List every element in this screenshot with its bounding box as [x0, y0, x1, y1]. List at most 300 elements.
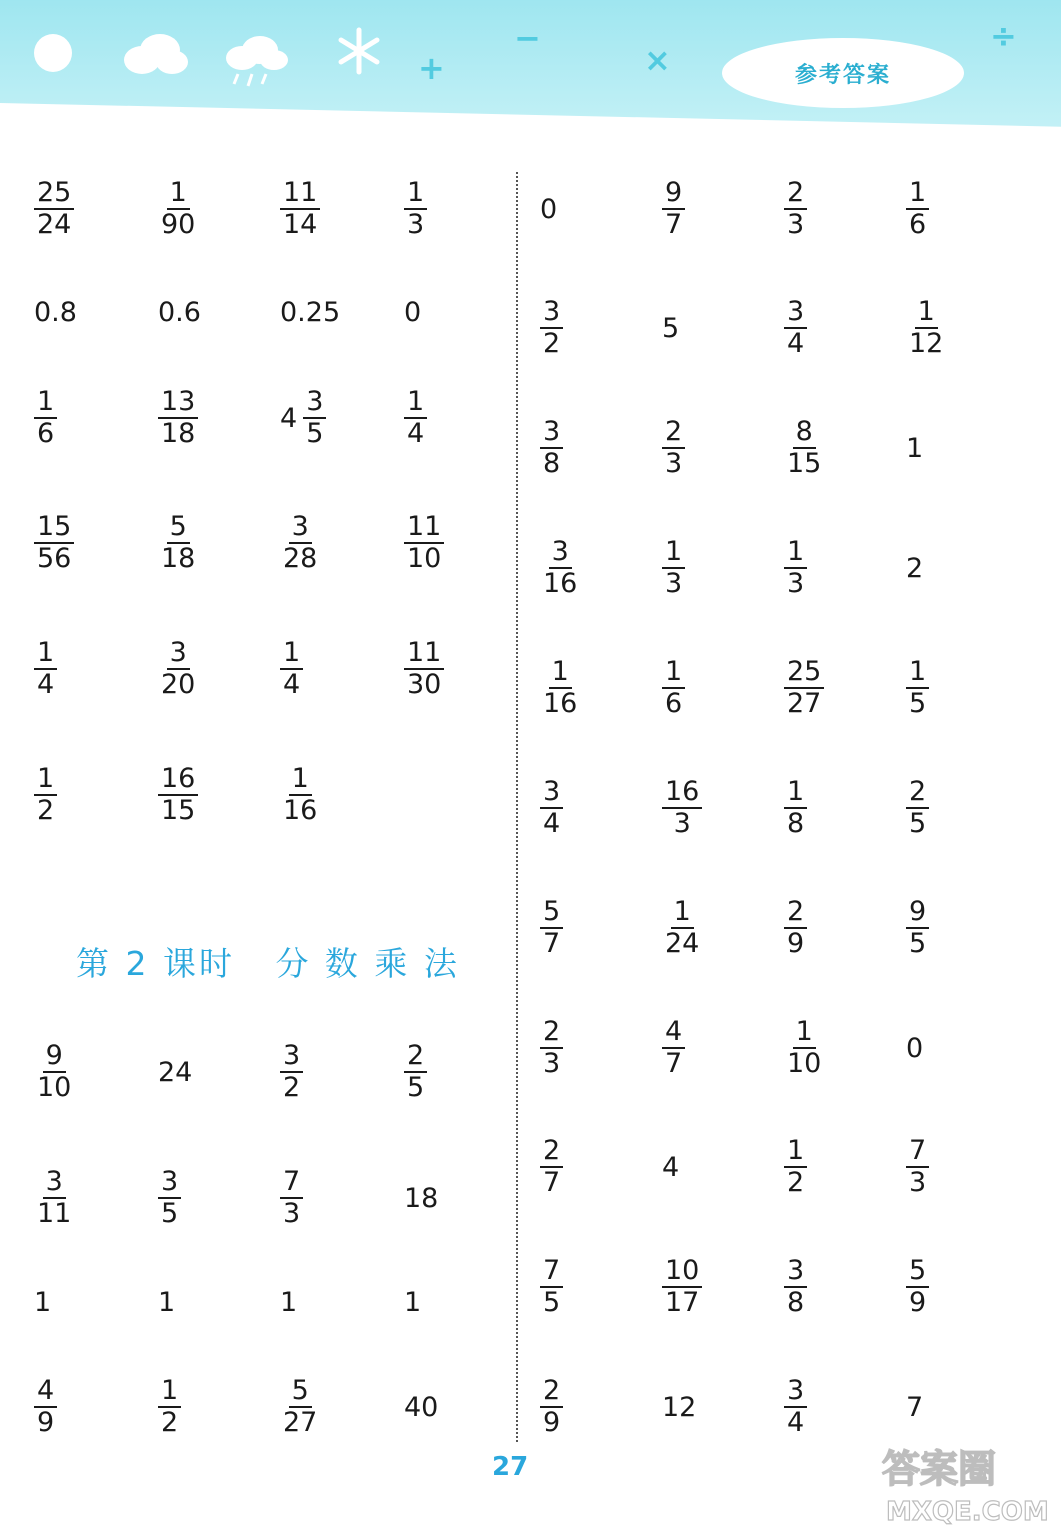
numerator: 1	[662, 537, 685, 569]
answer-cell	[540, 648, 650, 728]
numerator: 1	[289, 764, 312, 796]
section-title: 第 2 课时 分 数 乘 法	[76, 944, 460, 983]
answer-value: 12	[662, 1391, 697, 1423]
answer-key-label: 参考答案	[722, 38, 964, 108]
denominator: 15	[787, 448, 822, 479]
answer-cell	[158, 272, 268, 352]
answer-cell	[906, 288, 1016, 368]
numerator: 8	[793, 417, 816, 449]
denominator: 5	[543, 1287, 561, 1318]
fraction	[34, 638, 57, 699]
fraction	[540, 777, 563, 838]
answer-cell	[784, 888, 894, 968]
snowflake-icon	[334, 26, 384, 76]
numerator: 1	[158, 1376, 181, 1408]
denominator: 10	[787, 1048, 822, 1079]
answer-cell	[158, 755, 268, 835]
fraction	[280, 764, 320, 825]
denominator: 3	[283, 1198, 301, 1229]
denominator: 8	[787, 808, 805, 839]
answer-cell	[34, 378, 144, 458]
answer-cell	[34, 503, 144, 583]
answer-cell	[906, 408, 1016, 488]
numerator: 15	[34, 512, 74, 544]
answer-cell	[906, 1247, 1016, 1327]
fraction	[784, 417, 824, 478]
denominator: 8	[543, 448, 561, 479]
column-divider	[516, 172, 518, 1442]
denominator: 16	[543, 688, 578, 719]
fraction	[662, 178, 685, 239]
numerator: 5	[167, 512, 190, 544]
fraction	[34, 387, 57, 448]
answer-cell	[662, 768, 772, 848]
answer-value: 0.8	[34, 296, 77, 328]
denominator: 2	[543, 328, 561, 359]
fraction	[540, 1017, 563, 1078]
answer-cell	[34, 1367, 144, 1447]
numerator: 1	[34, 638, 57, 670]
answer-value: 1	[34, 1286, 52, 1318]
svg-text:答案圈: 答案圈	[882, 1447, 997, 1491]
numerator: 1	[549, 657, 572, 689]
answer-cell	[34, 629, 144, 709]
answer-cell	[906, 1008, 1016, 1088]
answer-cell	[280, 169, 390, 249]
watermark-logo	[880, 1440, 1055, 1530]
denominator: 6	[37, 418, 55, 449]
answer-value: 1	[404, 1286, 422, 1318]
answer-cell	[906, 1127, 1016, 1207]
answer-cell	[34, 755, 144, 835]
answer-cell	[280, 1032, 390, 1112]
answer-cell	[784, 1008, 894, 1088]
fraction	[784, 657, 824, 718]
fraction	[404, 178, 427, 239]
denominator: 10	[407, 543, 442, 574]
answer-cell	[158, 1158, 268, 1238]
answer-cell	[784, 408, 894, 488]
denominator: 3	[673, 808, 691, 839]
fraction	[404, 387, 427, 448]
fraction	[158, 512, 198, 573]
answer-cell	[662, 1008, 772, 1088]
answer-cell	[34, 1158, 144, 1238]
denominator: 9	[37, 1407, 55, 1438]
denominator: 5	[407, 1072, 425, 1103]
numerator: 7	[540, 1256, 563, 1288]
denominator: 15	[161, 795, 196, 826]
denominator: 30	[407, 669, 442, 700]
answer-cell	[906, 888, 1016, 968]
numerator: 11	[280, 178, 320, 210]
fraction	[158, 1376, 181, 1437]
numerator: 2	[540, 1376, 563, 1408]
fraction	[662, 417, 685, 478]
answer-value: 18	[404, 1182, 439, 1214]
fraction	[540, 1136, 563, 1197]
numerator: 2	[906, 777, 929, 809]
numerator: 16	[662, 777, 702, 809]
fraction	[158, 178, 198, 239]
denominator: 2	[37, 795, 55, 826]
cloud-icon	[120, 30, 190, 78]
answer-value: 2	[906, 552, 924, 584]
answer-value: 40	[404, 1391, 439, 1423]
denominator: 4	[787, 328, 805, 359]
answer-value: 24	[158, 1056, 193, 1088]
answer-value: 4	[662, 1151, 680, 1183]
rain-cloud-icon	[222, 34, 292, 90]
numerator: 1	[784, 1136, 807, 1168]
answer-cell	[158, 1032, 268, 1112]
fraction	[906, 897, 929, 958]
numerator: 1	[671, 897, 694, 929]
numerator: 3	[784, 1256, 807, 1288]
numerator: 2	[540, 1136, 563, 1168]
numerator: 10	[662, 1256, 702, 1288]
fraction	[540, 537, 580, 598]
fraction	[784, 1376, 807, 1437]
mixed-whole: 4	[280, 402, 298, 434]
fraction	[784, 297, 807, 358]
answer-cell	[404, 1367, 514, 1447]
answer-value: 0	[404, 296, 422, 328]
numerator: 9	[43, 1041, 66, 1073]
answer-value: 7	[906, 1391, 924, 1423]
answer-cell	[158, 503, 268, 583]
answer-cell	[540, 1367, 650, 1447]
answer-cell	[404, 378, 514, 458]
numerator: 1	[167, 178, 190, 210]
numerator: 1	[784, 777, 807, 809]
answer-cell	[784, 169, 894, 249]
numerator: 9	[662, 178, 685, 210]
fraction	[158, 764, 198, 825]
numerator: 5	[289, 1376, 312, 1408]
fraction	[34, 1167, 74, 1228]
fraction	[784, 777, 807, 838]
page-number: 27	[492, 1452, 529, 1482]
numerator: 2	[784, 897, 807, 929]
answer-value: 0.25	[280, 296, 341, 328]
answer-cell	[158, 169, 268, 249]
denominator: 5	[306, 418, 324, 449]
denominator: 7	[665, 209, 683, 240]
fraction	[662, 777, 702, 838]
denominator: 6	[909, 209, 927, 240]
denominator: 3	[665, 568, 683, 599]
numerator: 2	[784, 178, 807, 210]
fraction	[34, 512, 74, 573]
fraction	[906, 1136, 929, 1197]
denominator: 3	[543, 1048, 561, 1079]
fraction	[158, 638, 198, 699]
answer-cell	[784, 288, 894, 368]
answer-cell	[404, 272, 514, 352]
denominator: 56	[37, 543, 72, 574]
numerator: 9	[906, 897, 929, 929]
denominator: 9	[543, 1407, 561, 1438]
denominator: 10	[37, 1072, 72, 1103]
fraction	[540, 1376, 563, 1437]
numerator: 11	[404, 512, 444, 544]
times-icon: ×	[644, 41, 671, 79]
fraction	[280, 1041, 303, 1102]
answer-cell	[784, 528, 894, 608]
denominator: 7	[543, 1167, 561, 1198]
answer-cell	[906, 169, 1016, 249]
answer-cell	[784, 1127, 894, 1207]
answer-cell	[158, 1367, 268, 1447]
answer-cell	[662, 1247, 772, 1327]
denominator: 7	[665, 1048, 683, 1079]
numerator: 4	[34, 1376, 57, 1408]
numerator: 1	[280, 638, 303, 670]
numerator: 1	[34, 764, 57, 796]
answer-value: 0	[906, 1032, 924, 1064]
denominator: 5	[161, 1198, 179, 1229]
numerator: 3	[167, 638, 190, 670]
denominator: 4	[543, 808, 561, 839]
denominator: 3	[909, 1167, 927, 1198]
denominator: 18	[161, 418, 196, 449]
denominator: 5	[909, 808, 927, 839]
denominator: 17	[665, 1287, 700, 1318]
denominator: 24	[665, 928, 700, 959]
answer-cell	[906, 1367, 1016, 1447]
fraction	[158, 1167, 181, 1228]
answer-cell	[784, 1367, 894, 1447]
numerator: 5	[540, 897, 563, 929]
answer-cell	[280, 378, 390, 458]
numerator: 1	[404, 178, 427, 210]
fraction	[784, 1256, 807, 1317]
fraction	[784, 178, 807, 239]
answer-cell	[158, 378, 268, 458]
answer-cell	[662, 1367, 772, 1447]
answer-cell	[662, 169, 772, 249]
fraction	[906, 297, 946, 358]
minus-icon: −	[514, 19, 541, 57]
answer-cell	[34, 169, 144, 249]
answer-cell	[662, 408, 772, 488]
denominator: 3	[665, 448, 683, 479]
numerator: 1	[662, 657, 685, 689]
answer-cell	[540, 408, 650, 488]
denominator: 90	[161, 209, 196, 240]
answer-cell	[662, 1127, 772, 1207]
answer-cell	[540, 1127, 650, 1207]
numerator: 1	[906, 657, 929, 689]
fraction	[540, 657, 580, 718]
fraction	[280, 178, 320, 239]
numerator: 3	[303, 387, 326, 419]
numerator: 11	[404, 638, 444, 670]
denominator: 4	[787, 1407, 805, 1438]
numerator: 3	[280, 1041, 303, 1073]
fraction	[158, 387, 198, 448]
answer-cell	[784, 1247, 894, 1327]
numerator: 3	[784, 297, 807, 329]
answer-cell	[784, 768, 894, 848]
numerator: 3	[540, 777, 563, 809]
answer-cell	[404, 629, 514, 709]
fraction	[906, 657, 929, 718]
fraction	[540, 897, 563, 958]
denominator: 4	[37, 669, 55, 700]
denominator: 2	[161, 1407, 179, 1438]
answer-value: 1	[158, 1286, 176, 1318]
answer-cell	[662, 888, 772, 968]
answer-cell	[280, 272, 390, 352]
numerator: 3	[540, 297, 563, 329]
fraction	[34, 764, 57, 825]
answer-cell	[404, 169, 514, 249]
numerator: 2	[404, 1041, 427, 1073]
answer-cell	[158, 1262, 268, 1342]
numerator: 3	[289, 512, 312, 544]
numerator: 3	[158, 1167, 181, 1199]
answer-value: 0	[540, 193, 558, 225]
fraction	[540, 417, 563, 478]
fraction	[540, 1256, 563, 1317]
denominator: 9	[787, 928, 805, 959]
fraction	[784, 1136, 807, 1197]
numerator: 1	[906, 178, 929, 210]
answer-cell	[540, 169, 650, 249]
fraction	[34, 178, 74, 239]
numerator: 25	[34, 178, 74, 210]
answer-cell	[662, 288, 772, 368]
denominator: 20	[161, 669, 196, 700]
numerator: 3	[43, 1167, 66, 1199]
answer-cell	[404, 503, 514, 583]
denominator: 28	[283, 543, 318, 574]
answer-value: 5	[662, 312, 680, 344]
numerator: 1	[784, 537, 807, 569]
denominator: 16	[283, 795, 318, 826]
fraction	[34, 1376, 57, 1437]
denominator: 4	[283, 669, 301, 700]
denominator: 16	[543, 568, 578, 599]
answer-cell	[404, 1158, 514, 1238]
denominator: 27	[283, 1407, 318, 1438]
denominator: 8	[787, 1287, 805, 1318]
fraction	[34, 1041, 74, 1102]
answer-cell	[280, 1367, 390, 1447]
numerator: 2	[662, 417, 685, 449]
fraction	[540, 297, 563, 358]
answer-cell	[540, 1247, 650, 1327]
numerator: 5	[906, 1256, 929, 1288]
answer-cell	[34, 1262, 144, 1342]
fraction	[280, 1376, 320, 1437]
answer-cell	[540, 528, 650, 608]
denominator: 2	[283, 1072, 301, 1103]
fraction	[280, 512, 320, 573]
fraction	[784, 1017, 824, 1078]
numerator: 2	[540, 1017, 563, 1049]
denominator: 12	[909, 328, 944, 359]
denominator: 7	[543, 928, 561, 959]
answer-cell	[34, 272, 144, 352]
denominator: 5	[909, 688, 927, 719]
answer-cell	[540, 1008, 650, 1088]
denominator: 11	[37, 1198, 72, 1229]
numerator: 3	[540, 417, 563, 449]
numerator: 1	[34, 387, 57, 419]
svg-text:MXQE.COM: MXQE.COM	[886, 1497, 1049, 1527]
fraction	[404, 638, 444, 699]
answer-cell	[280, 503, 390, 583]
denominator: 27	[787, 688, 822, 719]
fraction	[784, 537, 807, 598]
denominator: 3	[407, 209, 425, 240]
fraction	[280, 1167, 303, 1228]
numerator: 1	[404, 387, 427, 419]
answer-cell	[280, 629, 390, 709]
denominator: 14	[283, 209, 318, 240]
fraction	[906, 1256, 929, 1317]
fraction	[404, 1041, 427, 1102]
answer-cell	[34, 1032, 144, 1112]
denominator: 6	[665, 688, 683, 719]
denominator: 18	[161, 543, 196, 574]
numerator: 16	[158, 764, 198, 796]
fraction	[662, 897, 702, 958]
answer-value: 1	[906, 432, 924, 464]
answer-cell	[540, 888, 650, 968]
fraction	[906, 178, 929, 239]
denominator: 24	[37, 209, 72, 240]
plus-icon: +	[418, 49, 445, 87]
numerator: 25	[784, 657, 824, 689]
numerator: 4	[662, 1017, 685, 1049]
denominator: 3	[787, 568, 805, 599]
answer-cell	[662, 648, 772, 728]
numerator: 3	[549, 537, 572, 569]
fraction	[303, 387, 326, 448]
numerator: 1	[915, 297, 938, 329]
numerator: 1	[793, 1017, 816, 1049]
answer-value: 1	[280, 1286, 298, 1318]
fraction	[662, 657, 685, 718]
numerator: 7	[280, 1167, 303, 1199]
answer-cell	[540, 768, 650, 848]
numerator: 3	[784, 1376, 807, 1408]
answer-cell	[404, 1262, 514, 1342]
denominator: 5	[909, 928, 927, 959]
denominator: 4	[407, 418, 425, 449]
answer-cell	[280, 755, 390, 835]
answer-value: 0.6	[158, 296, 201, 328]
sun-icon	[34, 34, 72, 72]
numerator: 7	[906, 1136, 929, 1168]
answer-cell	[906, 528, 1016, 608]
fraction	[280, 638, 303, 699]
divide-icon: ÷	[990, 17, 1017, 55]
answer-cell	[906, 648, 1016, 728]
fraction	[662, 537, 685, 598]
answer-cell	[280, 1262, 390, 1342]
answer-cell	[784, 648, 894, 728]
fraction	[906, 777, 929, 838]
answer-cell	[906, 768, 1016, 848]
fraction	[404, 512, 444, 573]
answer-cell	[662, 528, 772, 608]
fraction	[662, 1256, 702, 1317]
